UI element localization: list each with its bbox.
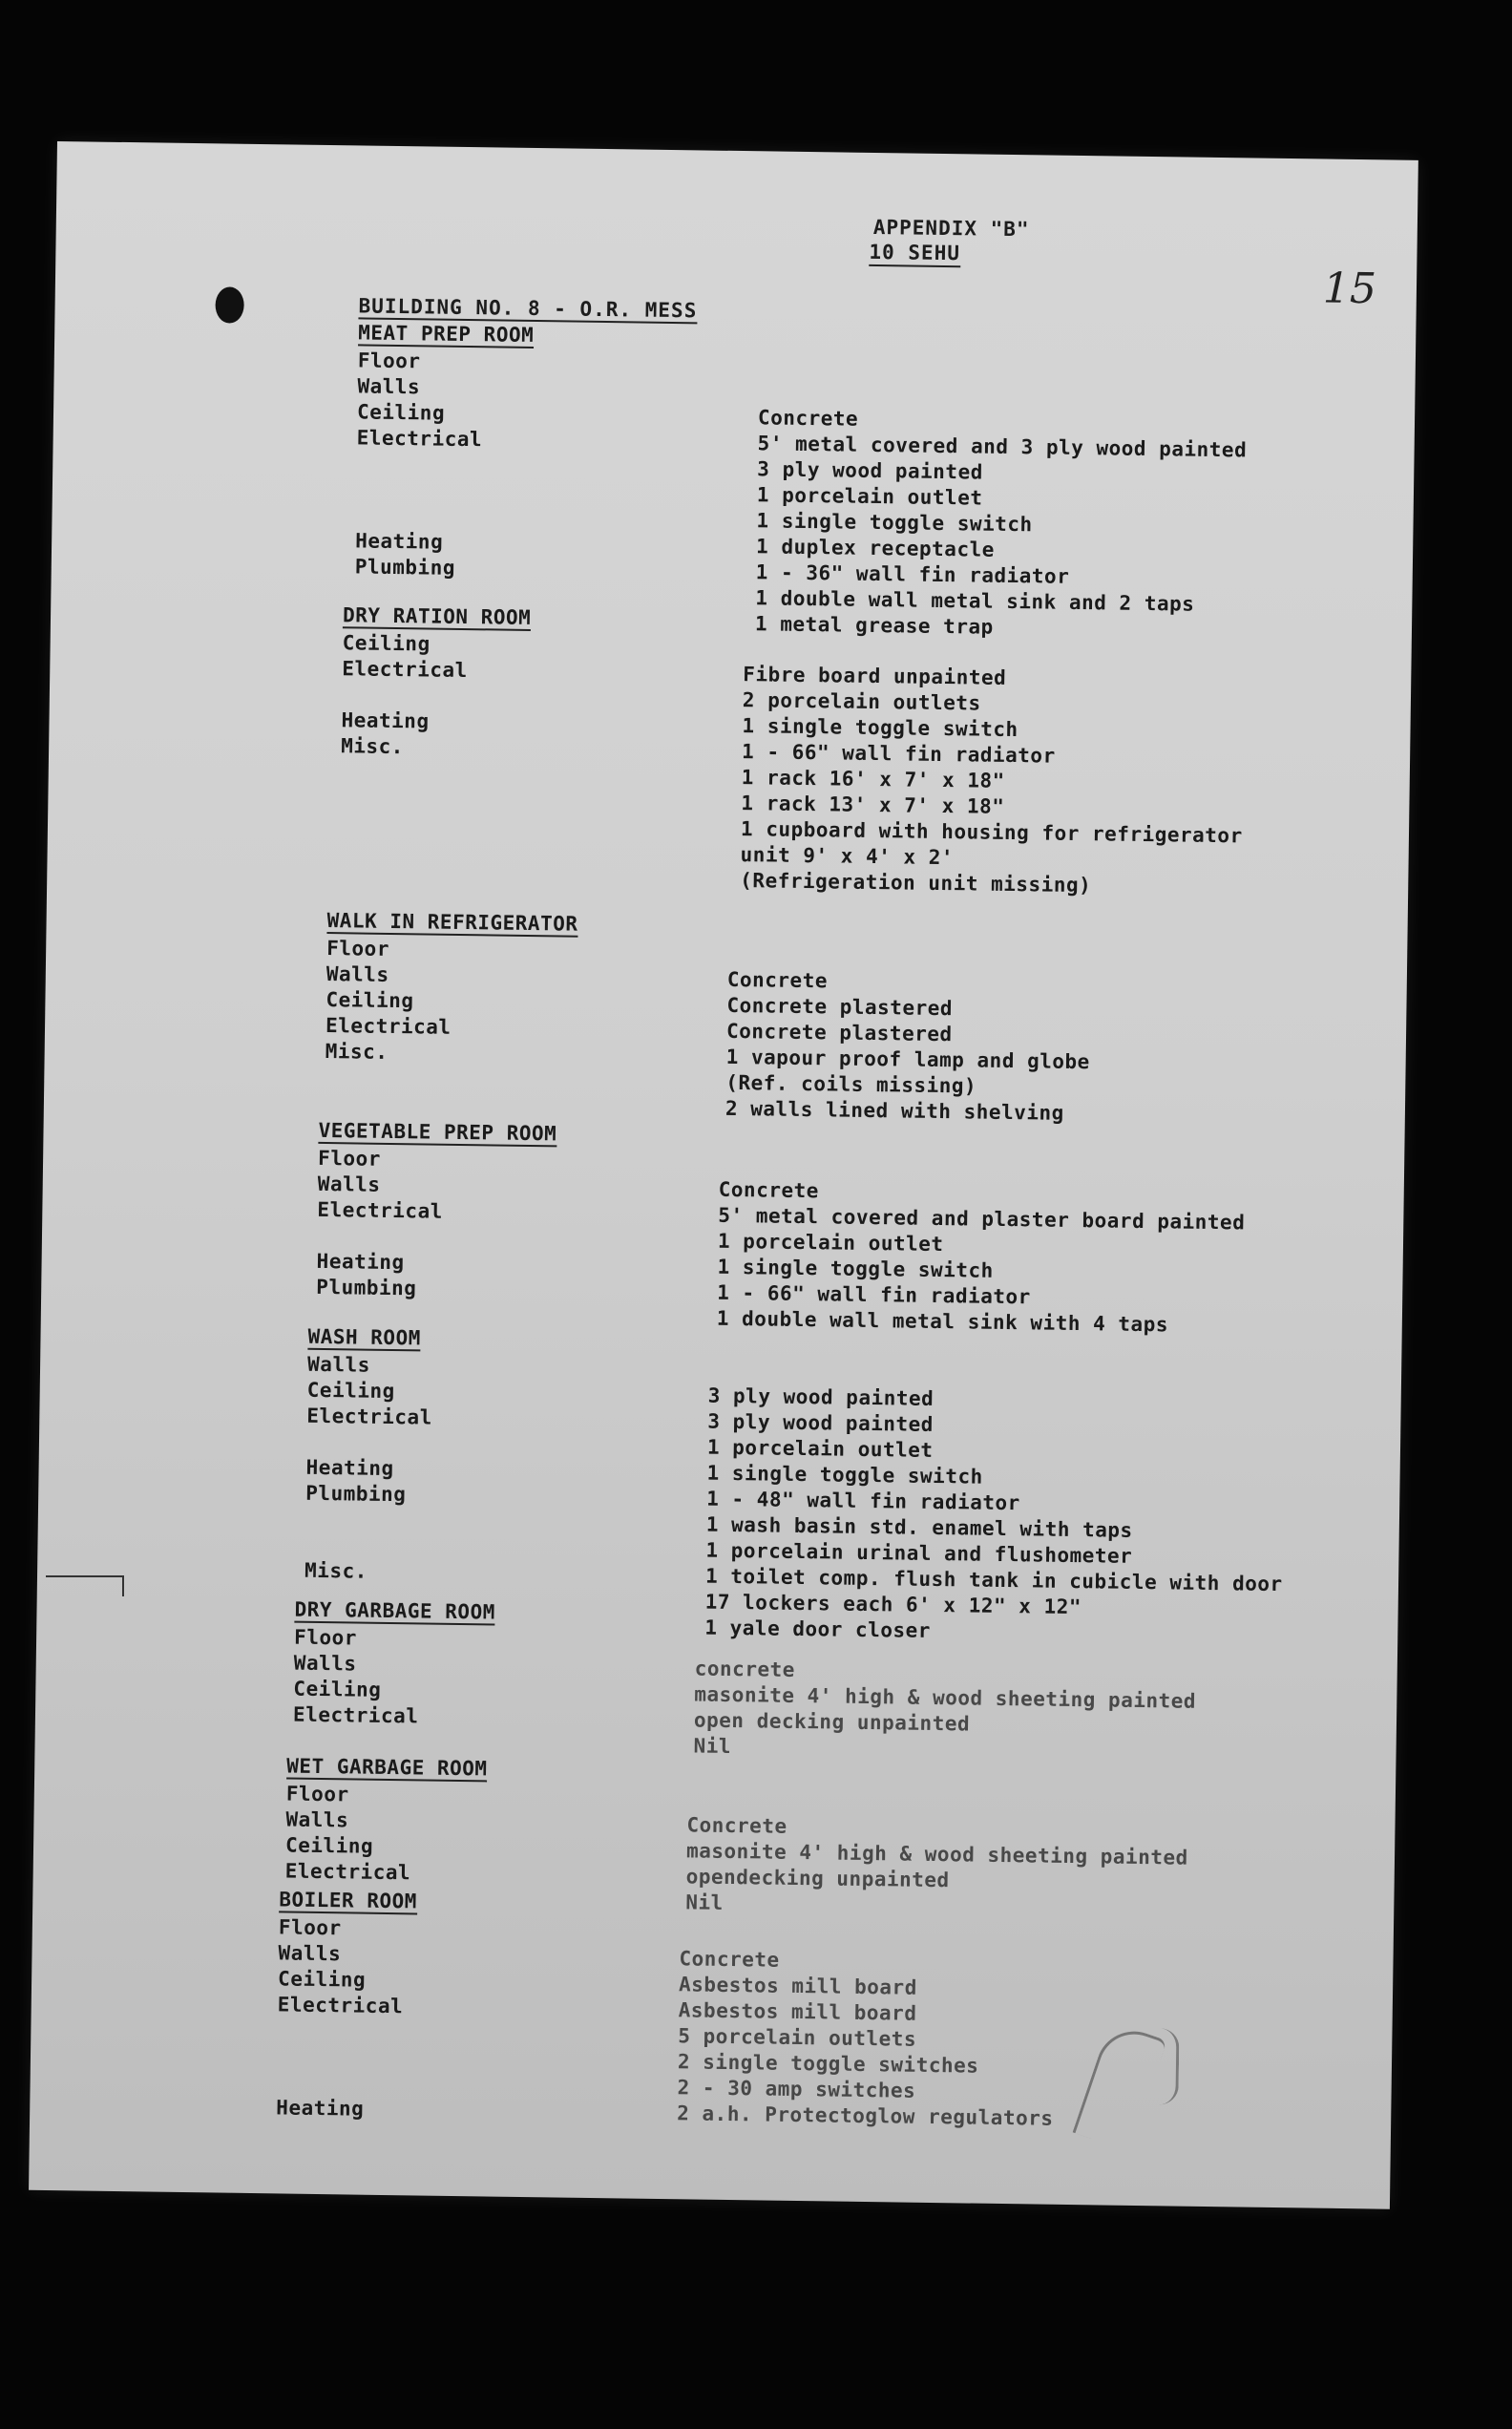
item-value: concrete <box>694 1657 796 1681</box>
item-label: Heating <box>316 1249 405 1275</box>
item-value: Concrete <box>718 1177 820 1203</box>
item-value: 1 - 66" wall fin radiator <box>717 1280 1031 1309</box>
item-label: Ceiling <box>284 1833 374 1858</box>
item-value: 1 duplex receptacle <box>755 535 996 561</box>
item-value: 5' metal covered and plaster board painted <box>718 1203 1246 1235</box>
item-value: 2 porcelain outlets <box>742 688 981 715</box>
item-label: Electrical <box>277 1993 404 2018</box>
section-dry-ration-room <box>339 603 1393 902</box>
punch-hole <box>215 286 244 323</box>
item-label: Electrical <box>317 1197 443 1223</box>
item-label: Walls <box>326 962 389 986</box>
item-value: 17 lockers each 6' x 12" x 12" <box>704 1590 1082 1619</box>
item-value: 2 a.h. Protectoglow regulators <box>677 2102 1054 2130</box>
item-label: Electrical <box>292 1702 419 1728</box>
item-label: Heating <box>355 529 444 554</box>
item-value: masonite 4' high & wood sheeting painted <box>685 1839 1188 1869</box>
item-value: open decking unpainted <box>693 1708 971 1736</box>
item-label: Misc. <box>325 1040 388 1064</box>
section-title: WALK IN REFRIGERATOR <box>326 909 578 936</box>
item-value: 1 wash basin std. enamel with taps <box>705 1512 1133 1542</box>
item-value: 1 - 36" wall fin radiator <box>755 560 1070 588</box>
section-title: BOILER ROOM <box>279 1888 418 1913</box>
section-title: VEGETABLE PREP ROOM <box>318 1118 557 1146</box>
item-value: 1 single toggle switch <box>742 714 1018 742</box>
section-vegetable-prep-room <box>316 1119 1369 1341</box>
document-page <box>29 141 1418 2209</box>
item-label: Floor <box>357 349 421 373</box>
item-value: 1 vapour proof lamp and globe <box>725 1045 1090 1074</box>
item-value: 1 - 66" wall fin radiator <box>741 740 1056 768</box>
item-label: Plumbing <box>354 555 456 580</box>
item-value: opendecking unpainted <box>685 1865 950 1892</box>
item-value: 5 porcelain outlets <box>678 2024 917 2051</box>
item-value: 1 cupboard with housing for refrigerator <box>740 817 1243 848</box>
item-label: Ceiling <box>326 988 414 1013</box>
item-value: 1 porcelain outlet <box>717 1229 944 1257</box>
item-label: Walls <box>357 374 421 399</box>
item-label: Ceiling <box>277 1967 367 1992</box>
section-title: MEAT PREP ROOM <box>358 321 535 347</box>
item-label: Ceiling <box>342 631 430 656</box>
item-value: Nil <box>693 1734 732 1759</box>
item-value: unit 9' x 4' x 2' <box>740 843 955 870</box>
item-value: 1 toilet comp. flush tank in cubicle with door <box>704 1564 1283 1596</box>
section-title: DRY GARBAGE ROOM <box>294 1597 495 1624</box>
item-label: Electrical <box>306 1404 432 1429</box>
item-label: Walls <box>306 1352 371 1377</box>
section-title: WET GARBAGE ROOM <box>286 1754 488 1781</box>
item-value: Asbestos mill board <box>678 1998 917 2025</box>
item-label: Plumbing <box>316 1275 417 1300</box>
item-label: Walls <box>317 1172 381 1196</box>
item-value: 1 porcelain outlet <box>756 483 983 510</box>
item-value: 1 porcelain outlet <box>706 1435 934 1462</box>
item-value: Concrete <box>757 406 859 431</box>
item-label: Electrical <box>325 1014 452 1039</box>
item-label: Misc. <box>304 1558 368 1583</box>
item-value: 1 rack 16' x 7' x 18" <box>741 766 1005 792</box>
item-value: 3 ply wood painted <box>707 1383 934 1410</box>
item-label: Floor <box>293 1625 358 1650</box>
handwritten-initials-stroke <box>1137 2028 1179 2105</box>
section-meat-prep-room <box>354 321 1408 645</box>
item-label: Walls <box>285 1807 349 1832</box>
item-label: Ceiling <box>356 400 446 425</box>
item-value: 3 ply wood painted <box>757 457 984 484</box>
page-number: 15 <box>1322 264 1377 314</box>
item-value: 1 - 48" wall fin radiator <box>706 1487 1020 1515</box>
item-label: Electrical <box>342 657 468 683</box>
section-walk-in-refrigerator <box>325 909 1377 1130</box>
item-value: 2 - 30 amp switches <box>677 2076 916 2102</box>
item-value: 1 double wall metal sink and 2 taps <box>755 586 1195 616</box>
item-value: 1 single toggle switch <box>706 1461 983 1489</box>
section-title: WASH ROOM <box>307 1324 422 1350</box>
section-dry-garbage-room <box>292 1598 1344 1768</box>
item-label: Walls <box>278 1941 342 1966</box>
item-label: Electrical <box>356 426 483 452</box>
item-value: 1 rack 13' x 7' x 18" <box>741 792 1005 818</box>
item-value: Fibre board unpainted <box>743 663 1007 689</box>
item-value: 1 yale door closer <box>704 1616 932 1642</box>
item-label: Ceiling <box>306 1378 395 1404</box>
item-value: (Refrigeration unit missing) <box>740 869 1092 898</box>
item-value: Concrete <box>726 967 829 993</box>
item-label: Floor <box>278 1915 342 1940</box>
item-value: Concrete plastered <box>726 993 954 1021</box>
item-label: Floor <box>317 1146 382 1171</box>
item-value: 2 single toggle switches <box>677 2050 979 2078</box>
item-label: Plumbing <box>305 1481 407 1507</box>
item-value: 1 single toggle switch <box>717 1255 994 1282</box>
item-label: Heating <box>305 1455 394 1481</box>
item-value: (Ref. coils missing) <box>725 1070 977 1098</box>
item-value: 1 single toggle switch <box>756 509 1033 537</box>
building-title: BUILDING NO. 8 - O.R. MESS <box>358 294 698 323</box>
unit-label: 10 SEHU <box>869 241 960 267</box>
item-value: 2 walls lined with shelving <box>724 1096 1064 1125</box>
appendix-label: APPENDIX "B" <box>872 215 1030 242</box>
item-label: Ceiling <box>293 1677 382 1701</box>
item-value: 3 ply wood painted <box>707 1409 934 1436</box>
item-value: 1 double wall metal sink with 4 taps <box>716 1306 1169 1337</box>
item-value: Asbestos mill board <box>678 1973 917 1999</box>
item-value: Concrete plastered <box>725 1019 953 1046</box>
item-label: Heating <box>276 2096 365 2121</box>
item-label <box>339 862 740 894</box>
item-value: Nil <box>685 1890 724 1914</box>
margin-mark <box>46 1575 124 1596</box>
item-value: masonite 4' high & wood sheeting painted <box>694 1682 1197 1713</box>
item-value: 5' metal covered and 3 ply wood painted <box>757 432 1248 462</box>
item-label: Electrical <box>284 1859 411 1885</box>
item-label: Heating <box>341 708 430 733</box>
item-label: Misc. <box>341 734 405 759</box>
item-value: Concrete <box>679 1947 780 1972</box>
item-label: Floor <box>285 1782 349 1806</box>
item-value: 1 metal grease trap <box>754 612 994 639</box>
item-label: Walls <box>293 1651 357 1676</box>
item-label <box>325 1090 725 1122</box>
item-value: Concrete <box>686 1813 788 1838</box>
item-label: Floor <box>326 937 390 961</box>
section-title: DRY RATION ROOM <box>342 603 532 629</box>
item-value: 1 porcelain urinal and flushometer <box>705 1538 1133 1568</box>
